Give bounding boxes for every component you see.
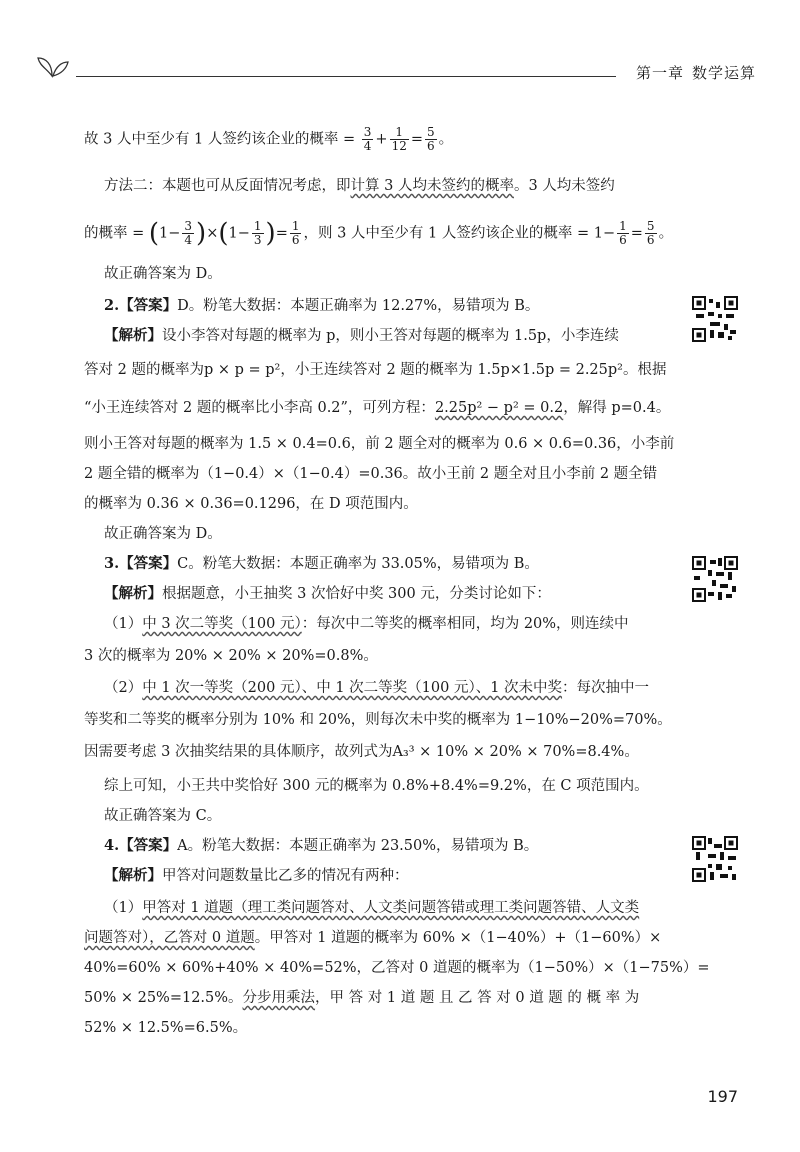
denominator: 3 <box>253 233 262 247</box>
emphasis: 2.25p² − p² = 0.2 <box>434 400 564 416</box>
text-span: ，则 3 人中至少有 1 人签约该企业的概率 = 1− <box>303 225 616 242</box>
text-line <box>104 176 615 196</box>
denominator: 4 <box>363 139 372 153</box>
fraction <box>425 126 437 153</box>
numerator: 1 <box>619 219 627 233</box>
answer-label: 3.【答案】 <box>104 555 178 572</box>
qr-code-icon[interactable] <box>692 556 738 602</box>
text-span: 甲答对问题数量比乙多的情况有两种： <box>162 868 409 884</box>
numerator: 5 <box>427 125 435 139</box>
analysis-label: 【解析】 <box>104 867 162 884</box>
text-span: ：每次中二等奖的概率相同，均为 20%，则连续中 <box>301 616 629 632</box>
paren: ( <box>218 218 229 249</box>
text-line <box>84 988 639 1008</box>
paren: ( <box>148 218 160 249</box>
text-span: （1） <box>104 900 143 916</box>
operator: 1− <box>159 225 181 242</box>
text-line: 故正确答案为 D。 <box>104 526 222 542</box>
denominator: 6 <box>291 233 300 247</box>
leaf-icon <box>36 54 70 78</box>
qr-code-icon[interactable] <box>692 836 738 882</box>
text-span: 。甲答对 1 道题的概率为 60% ×（1−40%）+（1−60%）× <box>254 930 662 946</box>
emphasis: 甲答对 1 道题（理工类问题答对、人文类问题答错或理工类问题答错、人文类 <box>142 900 640 916</box>
text-line: 等奖和二等奖的概率分别为 10% 和 20%，则每次未中奖的概率为 1−10%−20%=70%。 <box>84 712 672 728</box>
qr-code-icon[interactable] <box>692 296 738 342</box>
fraction <box>390 126 409 153</box>
text-span: A。粉笔大数据：本题正确率为 23.50%，易错项为 B。 <box>177 838 539 854</box>
text-line <box>104 898 639 918</box>
numerator: 5 <box>646 219 655 233</box>
fraction <box>645 220 657 247</box>
operator: 1− <box>228 225 250 242</box>
text-line <box>84 398 670 418</box>
text-line: 2 题全错的概率为（1−0.4）×（1−0.4）=0.36。故小王前 2 题全对且小李前 2 题全错 <box>84 466 658 482</box>
text-span: “小王连续答对 2 题的概率比小李高 0.2”，可列方程： <box>84 400 435 416</box>
page-number: 197 <box>707 1087 738 1106</box>
text-span: 。3 人均未签约 <box>513 178 615 194</box>
operator: = <box>410 131 423 148</box>
text-line <box>104 614 629 634</box>
text-line <box>84 220 673 247</box>
text-span: 故 3 人中至少有 1 人签约该企业的概率 = <box>84 131 356 148</box>
denominator: 6 <box>646 233 655 247</box>
fraction <box>252 220 264 247</box>
text-span: 50% × 25%=12.5%。 <box>84 990 243 1006</box>
emphasis: 计算 3 人均未签约的概率 <box>350 178 514 194</box>
text-line <box>104 678 649 698</box>
text-line: 3 次的概率为 20% × 20% × 20%=0.8%。 <box>84 648 378 664</box>
header-rule <box>76 76 616 77</box>
numerator: 3 <box>184 219 193 233</box>
text-line: 40%=60% × 60%+40% × 40%=52%，乙答对 0 道题的概率为（1−50%）×（1−75%）= <box>84 960 710 976</box>
text-line: 故正确答案为 D。 <box>104 266 222 282</box>
fraction <box>617 220 629 247</box>
text-line <box>104 584 551 604</box>
text-line <box>104 554 539 574</box>
answer-label: 4.【答案】 <box>104 837 178 854</box>
fraction <box>290 220 302 247</box>
chapter-section: 数学运算 <box>691 64 756 82</box>
text-line <box>104 866 409 886</box>
numerator: 1 <box>390 126 409 140</box>
paren: ) <box>196 218 207 249</box>
operator: + <box>375 131 388 148</box>
fraction <box>362 126 374 153</box>
operator: × <box>206 225 219 242</box>
chapter-title <box>628 62 756 83</box>
text-line: 因需要考虑 3 次抽奖结果的具体顺序，故列式为A₃³ × 10% × 20% × 70%=8.4%。 <box>84 744 639 760</box>
emphasis: 中 3 次二等奖（100 元） <box>142 616 302 632</box>
text-span: 根据题意，小王抽奖 3 次恰好中奖 300 元，分类讨论如下： <box>162 586 551 602</box>
text-span: （1） <box>104 616 143 632</box>
text-line: 故正确答案为 C。 <box>104 808 222 824</box>
text-span: D。粉笔大数据：本题正确率为 12.27%，易错项为 B。 <box>177 298 540 314</box>
denominator: 6 <box>427 139 435 153</box>
text-span: 方法二：本题也可从反面情况考虑，即 <box>104 178 351 194</box>
text-span: 的概率 = <box>84 225 145 242</box>
text-span: 设小李答对每题的概率为 p，则小王答对每题的概率为 1.5p，小李连续 <box>162 328 619 344</box>
analysis-label: 【解析】 <box>104 327 162 344</box>
numerator: 1 <box>291 219 300 233</box>
text-line <box>84 928 661 948</box>
emphasis: 中 1 次一等奖（200 元）、中 1 次二等奖（100 元）、1 次未中奖 <box>142 680 563 696</box>
fraction <box>182 220 194 247</box>
text-line: 则小王答对每题的概率为 1.5 × 0.4=0.6，前 2 题全对的概率为 0.6 × 0.6=0.36，小李前 <box>84 436 675 452</box>
operator: = <box>630 225 643 242</box>
text-line: 综上可知，小王共中奖恰好 300 元的概率为 0.8%+8.4%=9.2%，在 C 项范围内。 <box>104 778 649 794</box>
text-line <box>84 126 453 153</box>
denominator: 12 <box>391 139 407 153</box>
answer-label: 2.【答案】 <box>104 297 178 314</box>
text-line <box>104 296 539 316</box>
numerator: 3 <box>363 125 372 139</box>
emphasis: 分步用乘法 <box>242 990 316 1006</box>
emphasis: 问题答对），乙答对 0 道题 <box>84 930 255 946</box>
text-span: C。粉笔大数据：本题正确率为 33.05%，易错项为 B。 <box>177 556 539 572</box>
analysis-label: 【解析】 <box>104 585 162 602</box>
text-line: 答对 2 题的概率为p × p = p²，小王连续答对 2 题的概率为 1.5p×1.5p = 2.25p²。根据 <box>84 362 667 378</box>
text-line <box>104 836 538 856</box>
page-header <box>36 50 756 90</box>
text-span: ，解得 p=0.4。 <box>563 400 671 416</box>
text-span: ：每次抽中一 <box>562 680 650 696</box>
paren: ) <box>265 218 276 249</box>
denominator: 4 <box>184 233 193 247</box>
text-line <box>104 326 619 346</box>
text-span: 。 <box>438 131 454 148</box>
denominator: 6 <box>619 233 627 247</box>
operator: = <box>275 225 288 242</box>
text-span: ，甲 答 对 1 道 题 且 乙 答 对 0 道 题 的 概 率 为 <box>315 990 640 1006</box>
text-line: 的概率为 0.36 × 0.36=0.1296，在 D 项范围内。 <box>84 496 418 512</box>
text-line: 52% × 12.5%=6.5%。 <box>84 1020 248 1036</box>
chapter-number: 第一章 <box>635 64 684 82</box>
numerator: 1 <box>253 219 262 233</box>
text-span: （2） <box>104 680 143 696</box>
text-span: 。 <box>658 225 674 242</box>
